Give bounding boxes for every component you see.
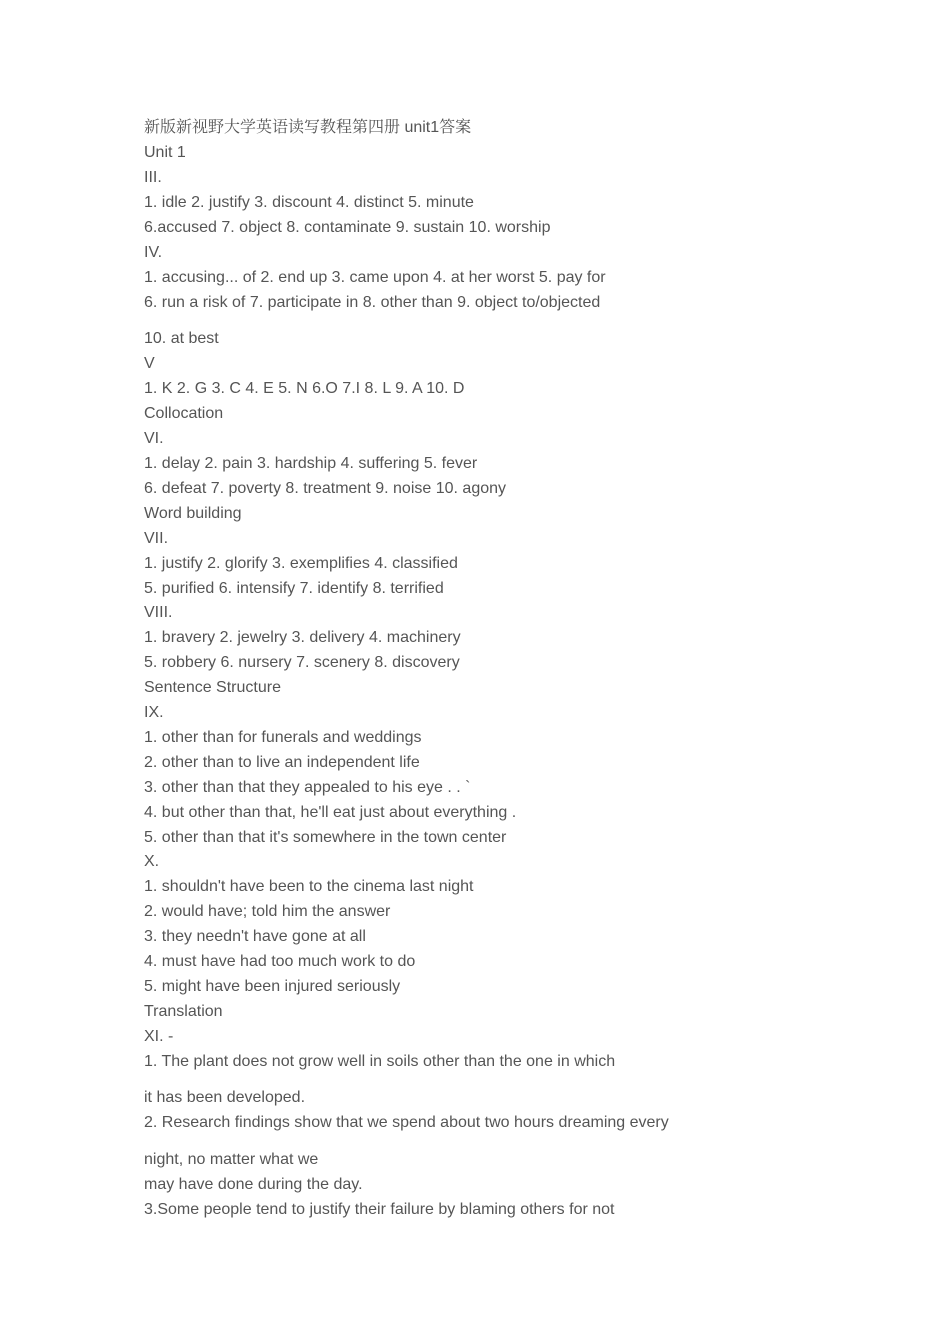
- answer-line: 3.Some people tend to justify their failure by blaming others for not: [144, 1201, 615, 1218]
- section-heading: VI.: [144, 430, 164, 447]
- answer-line: night, no matter what we: [144, 1151, 319, 1168]
- answer-line: 3. they needn't have gone at all: [144, 928, 366, 945]
- section-heading: IX.: [144, 704, 164, 721]
- answer-line: 1. idle 2. justify 3. discount 4. distinct 5. minute: [144, 194, 474, 211]
- section-label: Word building: [144, 505, 242, 522]
- answer-line: 4. must have had too much work to do: [144, 953, 416, 970]
- answer-line: 1. delay 2. pain 3. hardship 4. suffering 5. fever: [144, 455, 478, 472]
- answer-line: 1. justify 2. glorify 3. exemplifies 4. classified: [144, 555, 458, 572]
- answer-line: 10. at best: [144, 330, 219, 347]
- section-heading: XI. -: [144, 1028, 174, 1045]
- answer-line: may have done during the day.: [144, 1176, 363, 1193]
- section-heading: VII.: [144, 530, 169, 547]
- answer-line: 2. would have; told him the answer: [144, 903, 391, 920]
- answer-line: 1. bravery 2. jewelry 3. delivery 4. machinery: [144, 629, 461, 646]
- section-heading: VIII.: [144, 604, 173, 621]
- section-heading: X.: [144, 853, 160, 870]
- answer-line: 1. accusing... of 2. end up 3. came upon 4. at her worst 5. pay for: [144, 269, 606, 286]
- document-title: 新版新视野大学英语读写教程第四册 unit1答案: [144, 119, 472, 136]
- section-label: Collocation: [144, 405, 224, 422]
- section-heading: IV.: [144, 244, 163, 261]
- answer-line: 2. other than to live an independent life: [144, 754, 420, 771]
- answer-line: 1. K 2. G 3. C 4. E 5. N 6.O 7.I 8. L 9. A 10. D: [144, 380, 465, 397]
- unit-heading: Unit 1: [144, 144, 186, 161]
- answer-line: it has been developed.: [144, 1089, 306, 1106]
- answer-line: 1. shouldn't have been to the cinema last night: [144, 878, 474, 895]
- answer-line: 5. robbery 6. nursery 7. scenery 8. discovery: [144, 654, 460, 671]
- answer-line: 6.accused 7. object 8. contaminate 9. sustain 10. worship: [144, 219, 551, 236]
- answer-line: 6. run a risk of 7. participate in 8. other than 9. object to/objected: [144, 294, 601, 311]
- answer-line: 5. might have been injured seriously: [144, 978, 401, 995]
- answer-line: 1. The plant does not grow well in soils other than the one in which: [144, 1053, 616, 1070]
- section-label: Sentence Structure: [144, 679, 281, 696]
- section-heading: III.: [144, 169, 162, 186]
- answer-line: 5. other than that it's somewhere in the town center: [144, 829, 507, 846]
- answer-line: 6. defeat 7. poverty 8. treatment 9. noise 10. agony: [144, 480, 507, 497]
- section-heading: V: [144, 355, 155, 372]
- answer-line: 5. purified 6. intensify 7. identify 8. terrified: [144, 580, 444, 597]
- answer-line: 1. other than for funerals and weddings: [144, 729, 422, 746]
- answer-line: 4. but other than that, he'll eat just about everything .: [144, 804, 517, 821]
- answer-line: 2. Research findings show that we spend about two hours dreaming every: [144, 1114, 669, 1131]
- section-label: Translation: [144, 1003, 223, 1020]
- answer-line: 3. other than that they appealed to his eye . . `: [144, 779, 471, 796]
